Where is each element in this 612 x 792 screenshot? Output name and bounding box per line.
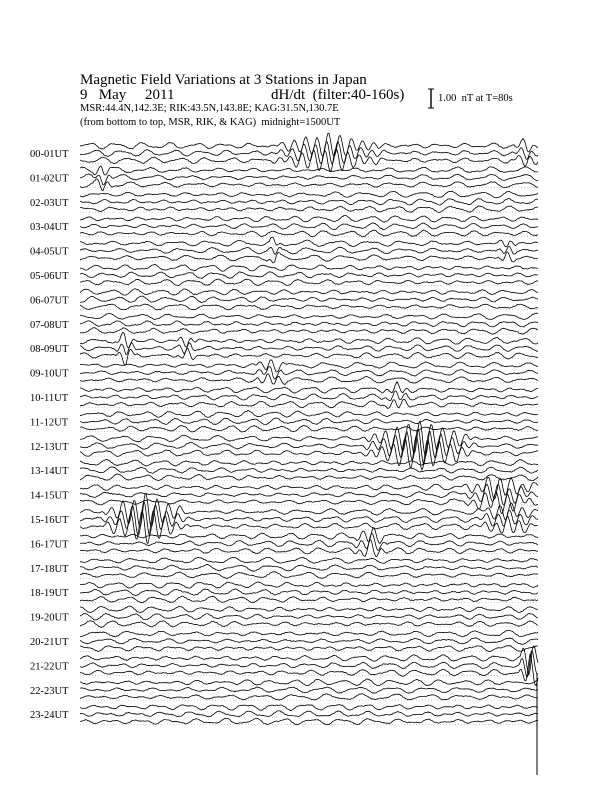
row-label: 07-08UT <box>30 319 69 331</box>
chart-date: 9 May 2011 <box>80 87 175 103</box>
row-label: 17-18UT <box>30 563 69 575</box>
trace-line <box>80 410 538 417</box>
trace-line <box>80 321 538 327</box>
trace-line <box>80 589 538 596</box>
trace-line <box>80 621 538 628</box>
trace-line <box>80 582 538 588</box>
trace-line <box>80 630 538 636</box>
trace-line <box>80 421 538 456</box>
trace-line <box>80 348 538 365</box>
trace-line <box>80 425 538 432</box>
trace-line <box>80 230 538 237</box>
row-label: 09-10UT <box>30 368 69 380</box>
trace-line <box>80 399 538 408</box>
trace-line <box>80 606 538 613</box>
station-list: MSR:44.4N,142.3E; RIK:43.5N,143.8E; KAG:31.5N,130.7E <box>80 103 339 114</box>
chart-quantity: dH/dt (filter:40-160s) <box>271 87 405 103</box>
trace-line <box>80 645 538 651</box>
row-label: 01-02UT <box>30 173 69 185</box>
trace-line <box>80 638 538 645</box>
trace-line <box>80 711 538 717</box>
trace-line <box>80 191 538 198</box>
trace-line <box>80 418 538 425</box>
row-label: 15-16UT <box>30 515 69 526</box>
row-label: 21-22UT <box>30 661 69 673</box>
trace-line <box>80 502 538 536</box>
trace-line <box>80 367 538 379</box>
trace-line <box>80 174 538 185</box>
trace-line <box>80 237 538 247</box>
trace-line <box>80 679 538 686</box>
trace-order-note: (from bottom to top, MSR, RIK, & KAG) midnight=1500UT <box>80 117 341 128</box>
trace-line <box>80 694 538 700</box>
trace-line <box>80 206 538 213</box>
row-label: 19-20UT <box>30 612 69 624</box>
trace-line <box>80 564 538 571</box>
row-label: 05-06UT <box>30 271 69 282</box>
trace-line <box>80 687 538 693</box>
row-label: 08-09UT <box>30 344 69 356</box>
row-label: 11-12UT <box>30 417 69 429</box>
trace-line <box>80 718 538 725</box>
trace-line <box>80 650 538 677</box>
trace-line <box>80 429 538 464</box>
trace-line <box>80 304 538 310</box>
row-label: 00-01UT <box>30 149 69 160</box>
row-label: 13-14UT <box>30 466 69 478</box>
trace-line <box>80 179 538 191</box>
scale-bar-label: 1.00 nT at T=80s <box>438 93 513 104</box>
trace-line <box>80 215 538 222</box>
row-label: 16-17UT <box>30 539 69 551</box>
row-label: 12-13UT <box>30 441 69 453</box>
trace-line <box>80 328 538 335</box>
trace-line <box>80 382 538 393</box>
row-label: 04-05UT <box>30 246 69 258</box>
trace-line <box>80 223 538 230</box>
trace-line <box>80 313 538 319</box>
trace-line <box>80 272 538 279</box>
trace-line <box>80 474 538 481</box>
row-label: 02-03UT <box>30 197 69 209</box>
row-label: 14-15UT <box>30 490 69 502</box>
trace-line <box>80 459 538 466</box>
trace-line <box>80 391 538 401</box>
trace-line <box>80 613 538 620</box>
row-label: 18-19UT <box>30 588 69 600</box>
trace-line <box>80 252 538 263</box>
trace-line <box>80 289 538 296</box>
trace-line <box>80 133 538 156</box>
trace-line <box>80 572 538 579</box>
trace-line <box>80 199 538 205</box>
chart-title: Magnetic Field Variations at 3 Stations in Japan <box>80 72 367 88</box>
row-label: 03-04UT <box>30 222 69 234</box>
trace-line <box>80 296 538 302</box>
row-label: 20-21UT <box>30 637 69 648</box>
trace-line <box>80 557 538 563</box>
row-label: 23-24UT <box>30 710 69 722</box>
trace-line <box>80 467 538 474</box>
trace-line <box>80 246 538 254</box>
row-label: 06-07UT <box>30 295 69 307</box>
trace-line <box>80 705 538 711</box>
row-label: 22-23UT <box>30 685 69 697</box>
trace-line <box>80 360 538 372</box>
row-label: 10-11UT <box>30 393 69 404</box>
trace-line <box>80 264 538 271</box>
trace-line <box>80 596 538 603</box>
trace-line <box>80 279 538 286</box>
